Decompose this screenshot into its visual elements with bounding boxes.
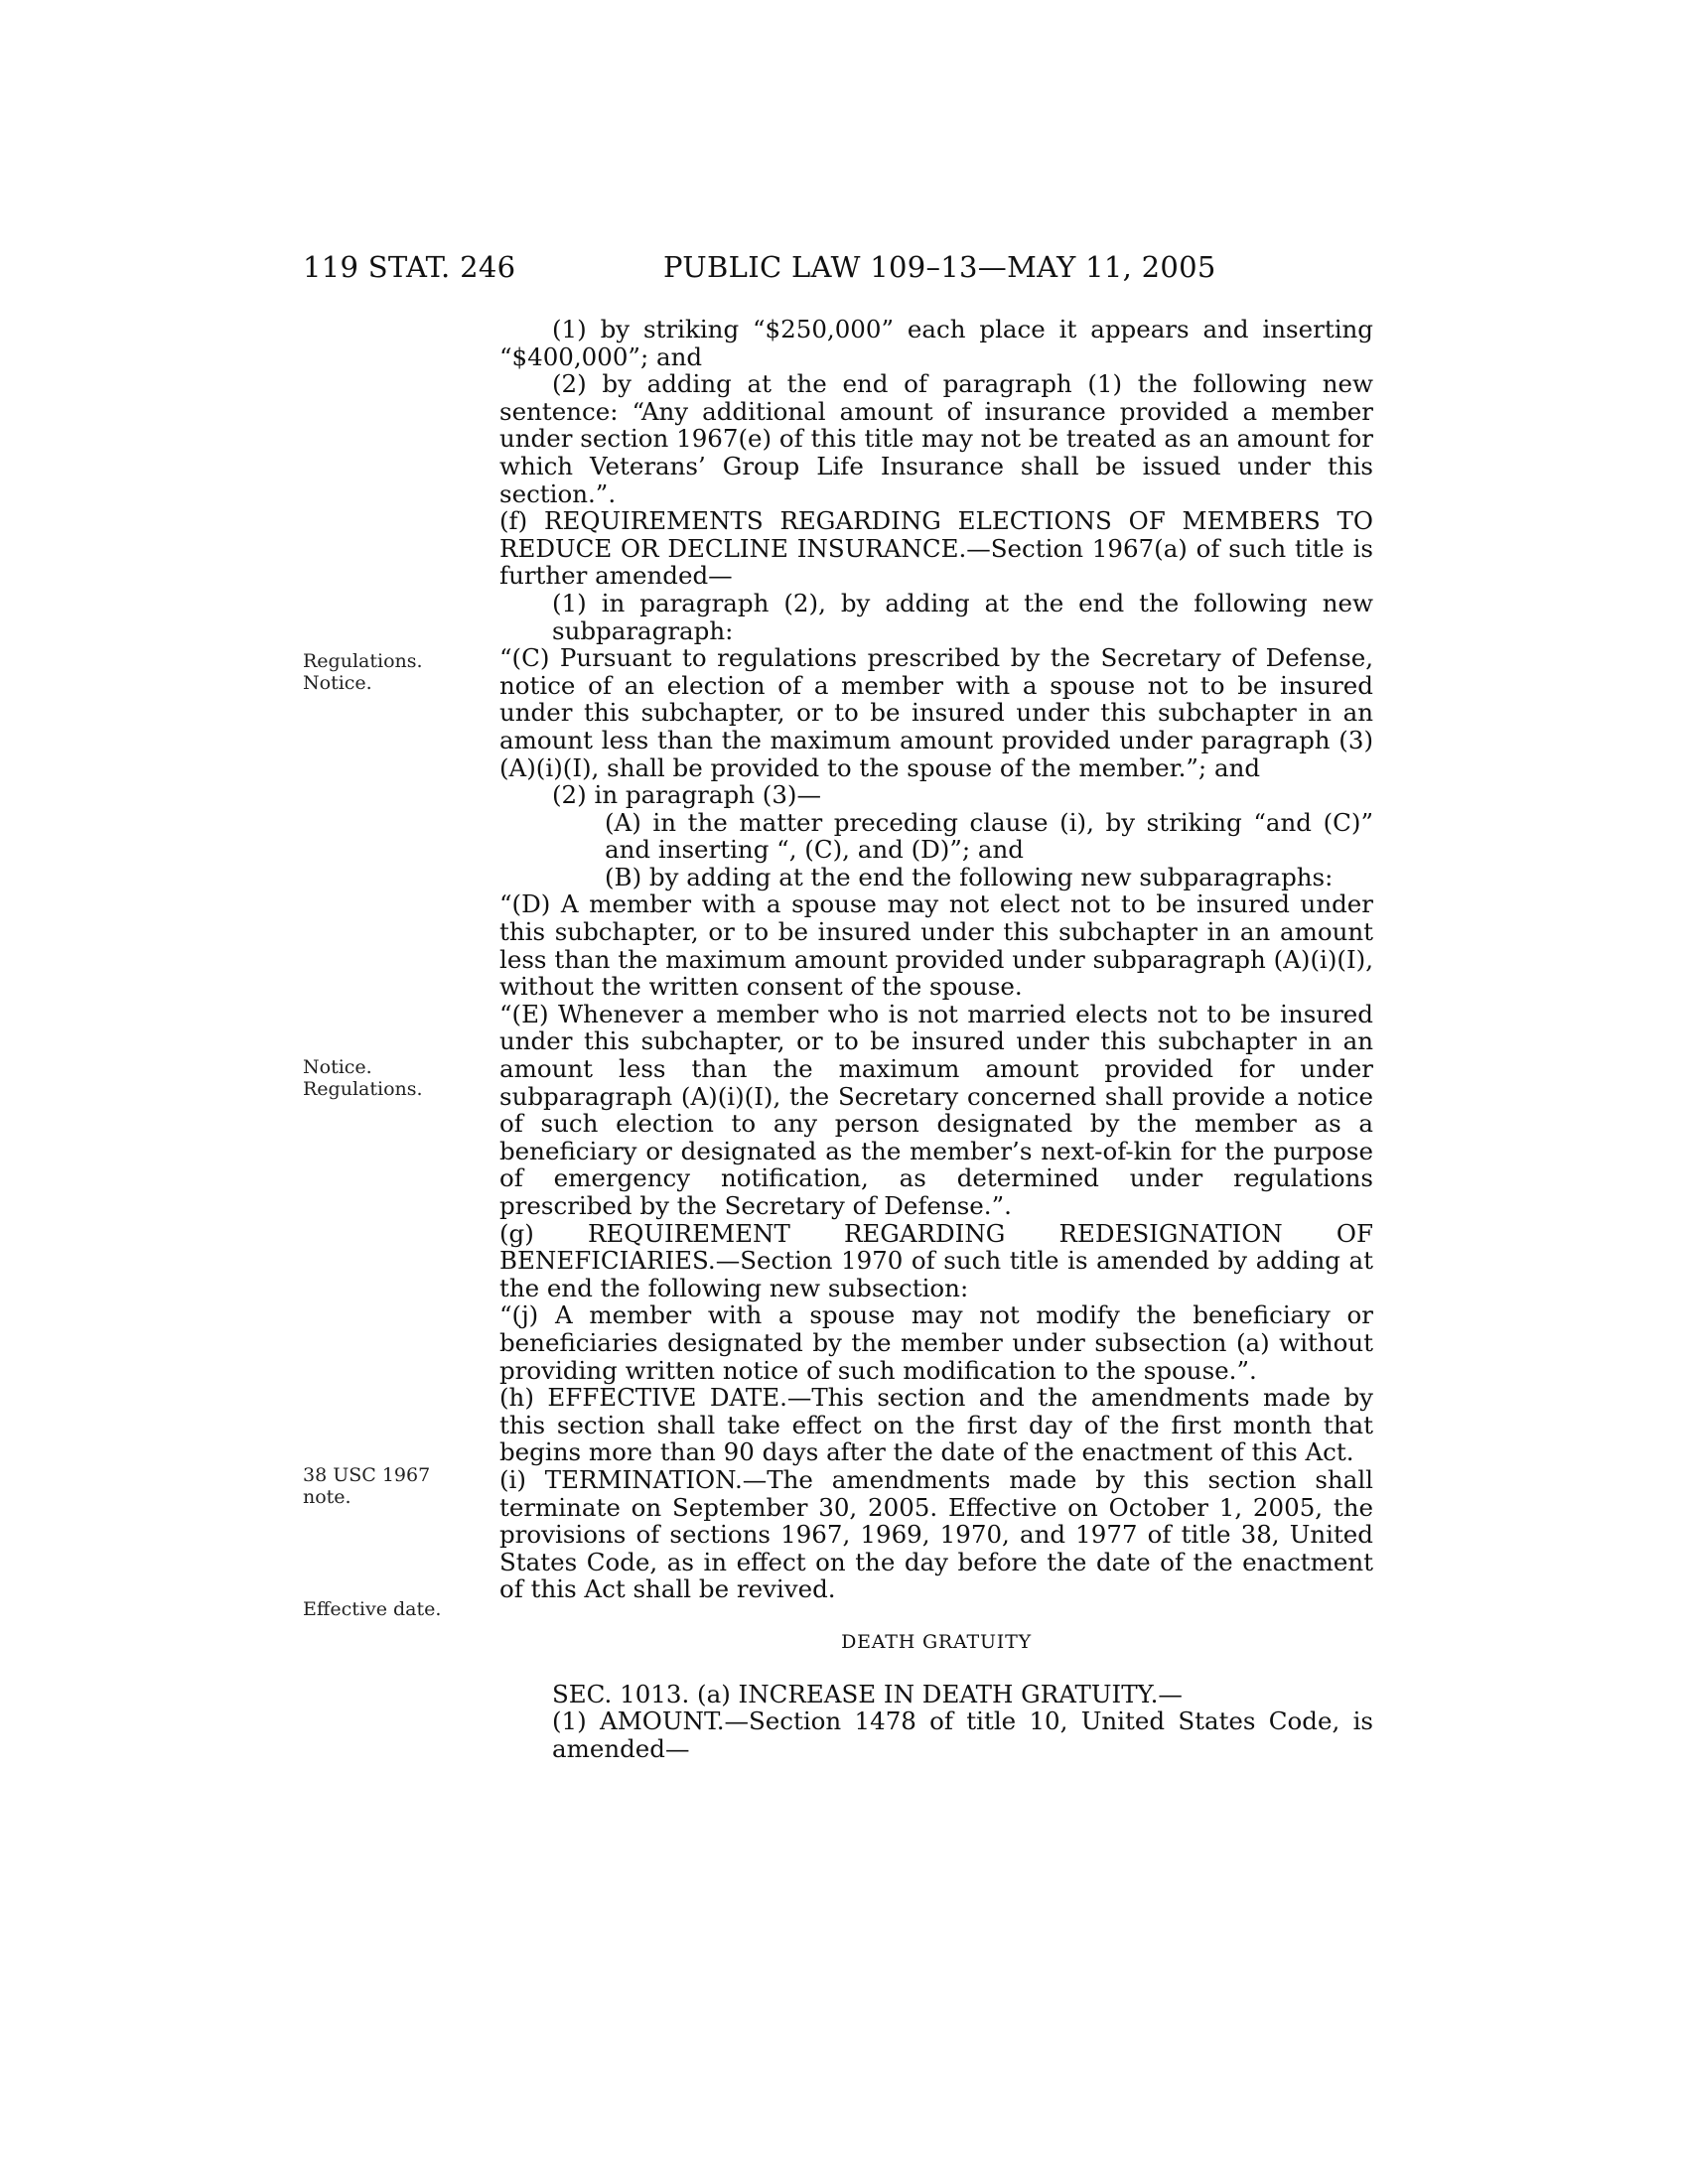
margin-note: Effective date.: [303, 1598, 442, 1620]
paragraph: (1) by striking “$250,000” each place it appears and inserting “$400,000”; and: [499, 315, 1373, 371]
margin-note: Notice.: [303, 672, 372, 694]
paragraph: (1) in paragraph (2), by adding at the end the following new subparagraph:: [552, 588, 1373, 645]
paragraph: (h) EFFECTIVE DATE.—This section and the amendments made by this section shall take effect on the first day of the first month that begins more than 90 days after the date of the enactment of this Act.: [499, 1383, 1373, 1467]
paragraph: “(C) Pursuant to regulations prescribed by the Secretary of Defense, notice of an election of a member with a spouse not to be insured under this subchapter, or to be insured under this subchapter in an amount less than the maximum amount provided under paragraph (3)(A)(i)(I), shall be provided to the spouse of the member.”; and: [499, 643, 1373, 782]
document-body: [499, 316, 1373, 1762]
paragraph: (2) in paragraph (3)—: [552, 780, 821, 810]
section-start: SEC. 1013. (a) INCREASE IN DEATH GRATUITY.—: [552, 1679, 1183, 1708]
margin-note: note.: [303, 1486, 352, 1508]
paragraph: “(j) A member with a spouse may not modify the beneficiary or beneficiaries designated by the member under subsection (a) without providing written notice of such modification to the spouse.”.: [499, 1300, 1373, 1385]
statute-page-number: 119 STAT. 246: [303, 250, 516, 284]
paragraph: “(D) A member with a spouse may not elect not to be insured under this subchapter, or to be insured under this subchapter in an amount less than the maximum amount provided under subparagraph (A)(i)(I), without the written consent of the spouse.: [499, 889, 1373, 1002]
public-law-title: PUBLIC LAW 109–13—MAY 11, 2005: [663, 250, 1216, 284]
margin-note: Notice.: [303, 1056, 372, 1078]
page-header: [0, 250, 1688, 290]
paragraph: (1) AMOUNT.—Section 1478 of title 10, United States Code, is amended—: [552, 1706, 1373, 1763]
margin-note: 38 USC 1967: [303, 1464, 431, 1486]
paragraph: (2) by adding at the end of paragraph (1) the following new sentence: “Any additional amount of insurance provided a member under section 1967(e) of this title may not be treated as an amount for which Veterans’ Group Life Insurance shall be issued under this section.”.: [499, 369, 1373, 508]
margin-note: Regulations.: [303, 1078, 423, 1100]
paragraph: (g) REQUIREMENT REGARDING REDESIGNATION OF BENEFICIARIES.—Section 1970 of such title is amended by adding at the end the following new subsection:: [499, 1218, 1373, 1302]
paragraph: (A) in the matter preceding clause (i), by striking “and (C)” and inserting “, (C), and (D)”; and: [605, 807, 1373, 865]
subsection-heading: (f) REQUIREMENTS REGARDING ELECTIONS OF MEMBERS TO REDUCE OR DECLINE INSURANCE.—Section 1967(a) of such title is further amended—: [499, 506, 1373, 591]
section-heading: DEATH GRATUITY: [841, 1630, 1032, 1653]
paragraph: “(E) Whenever a member who is not married elects not to be insured under this subchapter, or to be insured under this subchapter in an amount less than the maximum amount provided for under subparagraph (A)(i)(I), the Secretary concerned shall provide a notice of such election to any person designated by the member as a beneficiary or designated as the member’s next-of-kin for the purpose of emergency notification, as determined under regulations prescribed by the Secretary of Defense.”.: [499, 999, 1373, 1220]
paragraph: (i) TERMINATION.—The amendments made by this section shall terminate on September 30, 2005. Effective on October 1, 2005, the provisions of sections 1967, 1969, 1970, and 1977 of title 38, United States Code, as in effect on the day before the date of the enactment of this Act shall be revived.: [499, 1464, 1373, 1604]
paragraph: (B) by adding at the end the following new subparagraphs:: [605, 862, 1334, 891]
margin-note: Regulations.: [303, 650, 423, 672]
paragraph: [499, 507, 1373, 590]
